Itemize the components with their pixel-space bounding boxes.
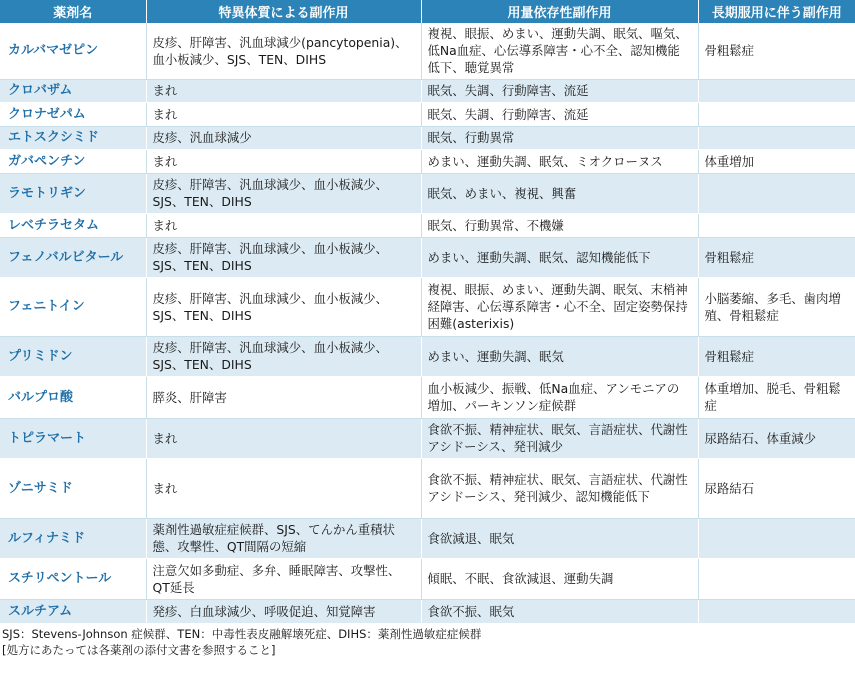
drug-name-cell: フェノバルビタール <box>0 237 146 277</box>
header-dose-dependent: 用量依存性副作用 <box>421 0 698 23</box>
dose-dependent-cell: 食欲不振、眠気 <box>421 599 698 623</box>
header-drug-name: 薬剤名 <box>0 0 146 23</box>
dose-dependent-cell: 眠気、失調、行動障害、流延 <box>421 102 698 126</box>
table-row <box>0 418 855 458</box>
header-idiosyncratic: 特異体質による副作用 <box>146 0 421 23</box>
table-row <box>0 599 855 623</box>
drug-name-cell: クロバザム <box>0 79 146 102</box>
long-term-cell: 骨粗鬆症 <box>698 237 855 277</box>
table-row <box>0 126 855 149</box>
table-row <box>0 79 855 102</box>
table-row <box>0 23 855 79</box>
drug-name-cell: レベチラセタム <box>0 213 146 237</box>
dose-dependent-cell: 複視、眼振、めまい、運動失調、眠気、嘔気、低Na血症、心伝導系障害・心不全、認知機能低下、聴覚異常 <box>421 23 698 79</box>
table-row <box>0 173 855 213</box>
dose-dependent-cell: 複視、眼振、めまい、運動失調、眠気、末梢神経障害、心伝導系障害・心不全、固定姿勢保持困難(asterixis) <box>421 277 698 336</box>
idiosyncratic-cell: 注意欠如多動症、多弁、睡眠障害、攻撃性、QT延長 <box>146 558 421 599</box>
table-row <box>0 237 855 277</box>
table-row <box>0 458 855 518</box>
dose-dependent-cell: めまい、運動失調、眠気 <box>421 336 698 376</box>
long-term-cell: 骨粗鬆症 <box>698 336 855 376</box>
long-term-cell: 体重増加、脱毛、骨粗鬆症 <box>698 376 855 418</box>
table-row <box>0 518 855 558</box>
table-row <box>0 149 855 173</box>
drug-name-cell: プリミドン <box>0 336 146 376</box>
long-term-cell <box>698 126 855 149</box>
dose-dependent-cell: 血小板減少、振戦、低Na血症、アンモニアの増加、パーキンソン症候群 <box>421 376 698 418</box>
idiosyncratic-cell: 皮疹、肝障害、汎血球減少、血小板減少、SJS、TEN、DIHS <box>146 336 421 376</box>
drug-name-cell: ルフィナミド <box>0 518 146 558</box>
table-row <box>0 213 855 237</box>
long-term-cell <box>698 213 855 237</box>
dose-dependent-cell: めまい、運動失調、眠気、ミオクローヌス <box>421 149 698 173</box>
drug-name-cell: ゾニサミド <box>0 458 146 518</box>
long-term-cell <box>698 173 855 213</box>
long-term-cell <box>698 79 855 102</box>
idiosyncratic-cell: まれ <box>146 458 421 518</box>
drug-name-cell: スルチアム <box>0 599 146 623</box>
table-row <box>0 102 855 126</box>
dose-dependent-cell: 食欲不振、精神症状、眠気、言語症状、代謝性アシドーシス、発刊減少、認知機能低下 <box>421 458 698 518</box>
dose-dependent-cell: 眠気、行動異常、不機嫌 <box>421 213 698 237</box>
table-row <box>0 336 855 376</box>
header-long-term: 長期服用に伴う副作用 <box>698 0 855 23</box>
long-term-cell: 骨粗鬆症 <box>698 23 855 79</box>
long-term-cell: 小脳萎縮、多毛、歯肉増殖、骨粗鬆症 <box>698 277 855 336</box>
idiosyncratic-cell: 皮疹、肝障害、汎血球減少(pancytopenia)、血小板減少、SJS、TEN、DIHS <box>146 23 421 79</box>
long-term-cell <box>698 102 855 126</box>
idiosyncratic-cell: 膵炎、肝障害 <box>146 376 421 418</box>
idiosyncratic-cell: 皮疹、肝障害、汎血球減少、血小板減少、SJS、TEN、DIHS <box>146 237 421 277</box>
long-term-cell <box>698 518 855 558</box>
long-term-cell: 体重増加 <box>698 149 855 173</box>
drug-name-cell: カルバマゼピン <box>0 23 146 79</box>
prescribing-note: [処方にあたっては各薬剤の添付文書を参照すること] <box>2 642 276 657</box>
long-term-cell: 尿路結石 <box>698 458 855 518</box>
idiosyncratic-cell: 発疹、白血球減少、呼吸促迫、知覚障害 <box>146 599 421 623</box>
idiosyncratic-cell: まれ <box>146 149 421 173</box>
dose-dependent-cell: 眠気、失調、行動障害、流延 <box>421 79 698 102</box>
dose-dependent-cell: 傾眠、不眠、食欲減退、運動失調 <box>421 558 698 599</box>
dose-dependent-cell: 眠気、行動異常 <box>421 126 698 149</box>
drug-name-cell: エトスクシミド <box>0 126 146 149</box>
drug-name-cell: バルプロ酸 <box>0 376 146 418</box>
long-term-cell: 尿路結石、体重減少 <box>698 418 855 458</box>
idiosyncratic-cell: 皮疹、汎血球減少 <box>146 126 421 149</box>
dose-dependent-cell: 食欲不振、精神症状、眠気、言語症状、代謝性アシドーシス、発刊減少 <box>421 418 698 458</box>
dose-dependent-cell: めまい、運動失調、眠気、認知機能低下 <box>421 237 698 277</box>
table-row <box>0 558 855 599</box>
idiosyncratic-cell: まれ <box>146 79 421 102</box>
idiosyncratic-cell: 薬剤性過敏症症候群、SJS、てんかん重積状態、攻撃性、QT間隔の短縮 <box>146 518 421 558</box>
abbreviation-footnote: SJS：Stevens-Johnson 症候群、TEN：中毒性表皮融解壊死症、DIHS：薬剤性過敏症症候群 <box>2 626 482 641</box>
dose-dependent-cell: 食欲減退、眠気 <box>421 518 698 558</box>
table-row <box>0 376 855 418</box>
idiosyncratic-cell: まれ <box>146 213 421 237</box>
drug-name-cell: クロナゼパム <box>0 102 146 126</box>
drug-name-cell: スチリペントール <box>0 558 146 599</box>
table-header-row <box>0 0 855 23</box>
long-term-cell <box>698 558 855 599</box>
drug-name-cell: フェニトイン <box>0 277 146 336</box>
idiosyncratic-cell: 皮疹、肝障害、汎血球減少、血小板減少、SJS、TEN、DIHS <box>146 173 421 213</box>
drug-name-cell: ラモトリギン <box>0 173 146 213</box>
drug-name-cell: ガバペンチン <box>0 149 146 173</box>
idiosyncratic-cell: まれ <box>146 102 421 126</box>
dose-dependent-cell: 眠気、めまい、複視、興奮 <box>421 173 698 213</box>
drug-name-cell: トピラマート <box>0 418 146 458</box>
idiosyncratic-cell: 皮疹、肝障害、汎血球減少、血小板減少、SJS、TEN、DIHS <box>146 277 421 336</box>
table-row <box>0 277 855 336</box>
long-term-cell <box>698 599 855 623</box>
idiosyncratic-cell: まれ <box>146 418 421 458</box>
table-footnotes <box>0 624 855 658</box>
